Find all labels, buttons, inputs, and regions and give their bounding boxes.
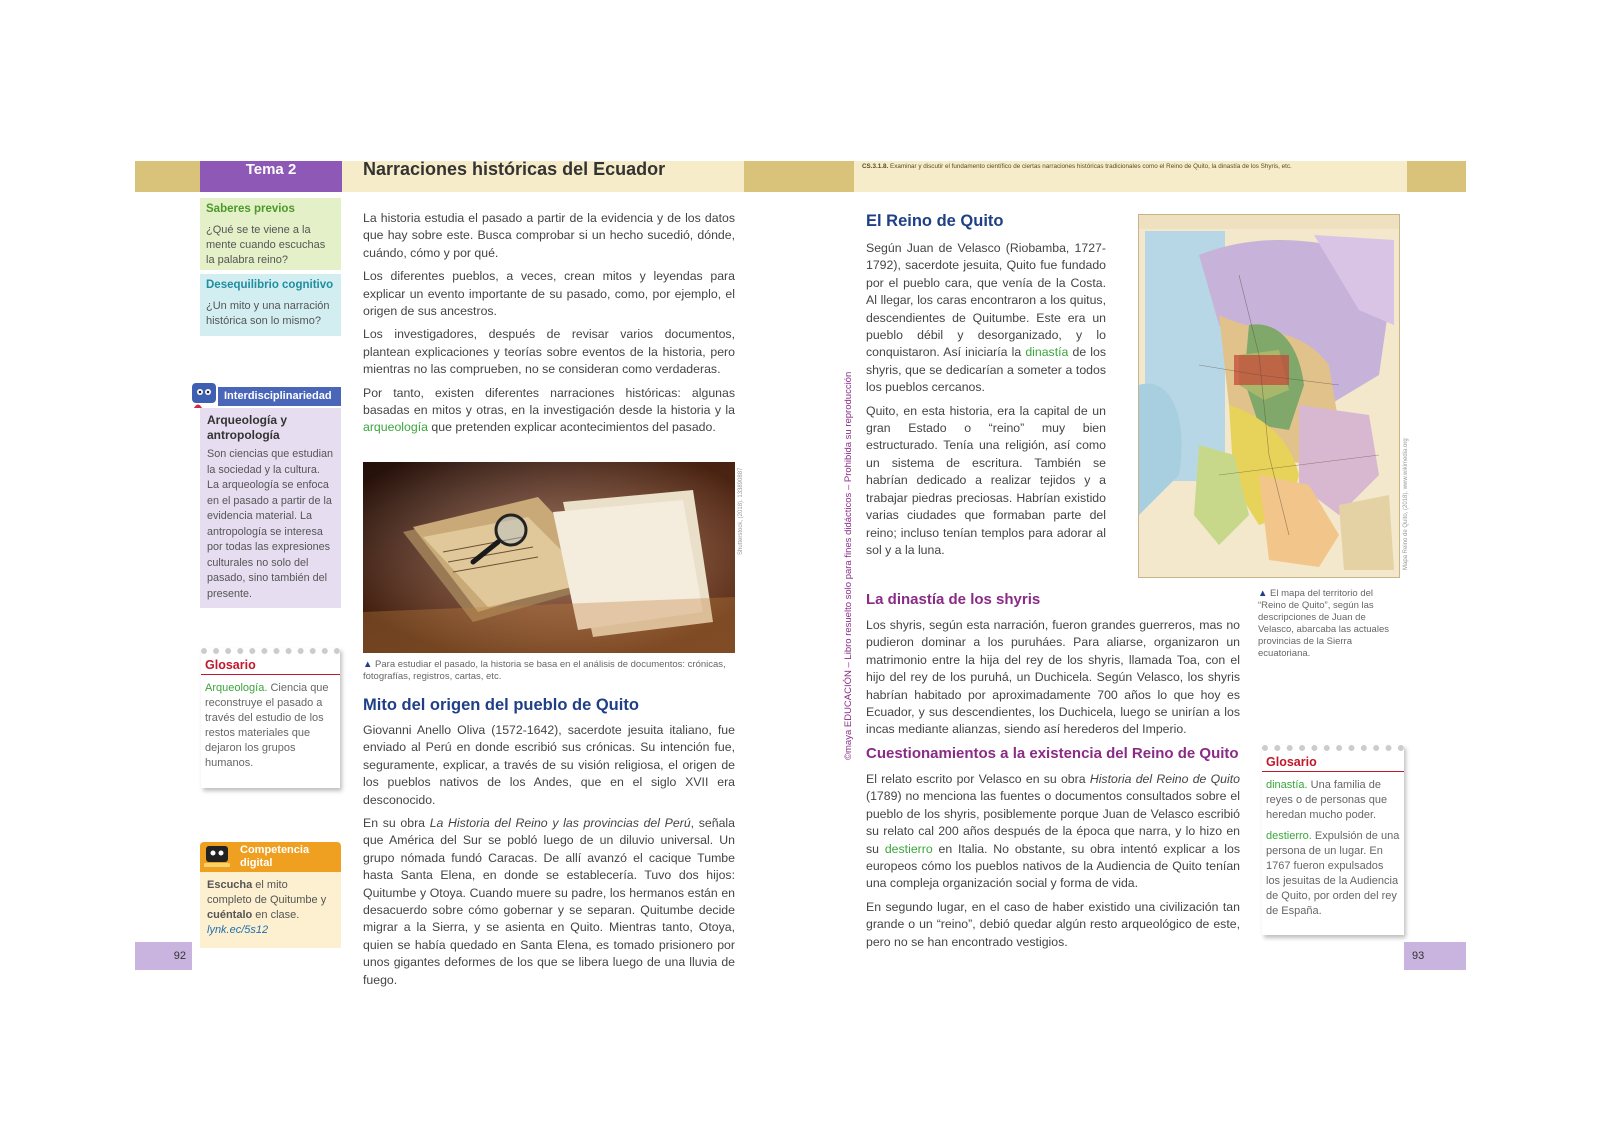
mito-paragraph-1: Giovanni Anello Oliva (1572-1642), sacerdote jesuita italiano, fue enviado al Perú en donde escribió sus crónicas. Su intención fue, seguramente, explicar, a través de su visión religiosa, el origen de los pueblos nativos de los Andes, que en el siglo XVII era desconocido.: [363, 723, 735, 807]
mito-p2-book-title: La Historia del Reino y las provincias del Perú: [429, 816, 691, 831]
intro-paragraph-4: [363, 385, 735, 437]
cuest-p1-start: El relato escrito por Velasco en su obra: [866, 772, 1090, 786]
shyris-text: [866, 617, 1240, 745]
page-number-left: 92: [135, 942, 192, 970]
mascot-laptop-icon: [202, 844, 232, 870]
glosario-left-title: Glosario: [201, 654, 340, 675]
glosario-entry-destierro: [1266, 829, 1400, 919]
glosario-left-body: [201, 675, 340, 777]
reino-quito-map: [1138, 214, 1400, 578]
glosario-def-dinastia: Una familia de reyes o de personas que heredan mucho poder.: [1266, 779, 1388, 821]
reino-text: [866, 240, 1106, 565]
map-credit: Mapa Reino de Quito, (2018). www.wikimedia.org: [1403, 438, 1409, 570]
cuest-paragraph-2: En segundo lugar, en el caso de haber existido una civilización tan grande o un “reino”, debió quedar algún resto arqueológico de este, pero no se han encontrado vestigios.: [866, 899, 1240, 949]
photo-credit: Shutterstock, (2018). 133890887: [738, 467, 744, 555]
desequilibrio-box: [200, 274, 341, 336]
competencia-box: [200, 872, 341, 948]
saberes-title: Saberes previos: [206, 203, 295, 215]
interdisciplinariedad-box: [200, 408, 341, 608]
mito-p2-start: En su obra: [363, 816, 430, 831]
desequilibrio-title: Desequilibrio cognitivo: [206, 279, 334, 291]
cuest-term-destierro: destierro: [884, 841, 933, 856]
objective-code: CS.3.1.8.: [862, 163, 889, 170]
reino-term-dinastia: dinastía: [1025, 345, 1069, 360]
top-band-left-gold: [135, 161, 200, 192]
page-number-right: 93: [1404, 942, 1466, 970]
cuest-p1-mid: (1789) no menciona las fuentes o documentos consultados sobre el pueblo de los shyris, posiblemente porque Juan de Velasco escribió su relato cal 200 años después de la época que narra, y lo hizo en su: [866, 789, 1240, 856]
mito-paragraph-2: [363, 815, 735, 989]
competencia-bold-cuentalo: cuéntalo: [207, 909, 253, 921]
reino-title: El Reino de Quito: [866, 212, 1004, 230]
competencia-label: Competencia digital: [240, 844, 310, 869]
map-caption: [1258, 588, 1400, 660]
mito-title: Mito del origen del pueblo de Quito: [363, 696, 639, 714]
desequilibrio-text: ¿Un mito y una narración histórica son lo mismo?: [206, 300, 330, 327]
map-caption-triangle-icon: ▲: [1258, 588, 1268, 599]
glosario-def-destierro: Expulsión de una persona de un lugar. En 1767 fueron expulsados los jesuitas de la Audiencia de Quito, por orden del rey de España.: [1266, 830, 1400, 917]
inter-title: Arqueología y antropología: [207, 413, 288, 442]
p4-term-arqueologia: arqueología: [363, 420, 428, 435]
cuestionamientos-title: Cuestionamientos a la existencia del Reino de Quito: [866, 745, 1239, 762]
competencia-header: [200, 842, 341, 872]
reino-p1-start: Según Juan de Velasco (Riobamba, 1727-1792), sacerdote jesuita, Quito fue fundado por el pueblo cara, que venía de la Costa. Al llegar, los caras encontraron a los quitus, descendientes de Quitumbe. Este era un pueblo débil y desorganizado, y lo conquistaron. Así iniciaría la: [866, 241, 1106, 360]
glosario-left: [201, 648, 340, 788]
cuest-paragraph-1: [866, 771, 1240, 893]
left-intro-text: [363, 210, 735, 443]
competencia-bold-escucha: Escucha: [207, 879, 253, 891]
glosario-def-arqueologia: Ciencia que reconstruye el pasado a través del estudio de los restos materiales que dejaron los grupos humanos.: [205, 682, 329, 769]
caption-triangle-icon: ▲: [363, 659, 373, 670]
shyris-paragraph: Los shyris, según esta narración, fueron grandes guerreros, mas no pudieron dominar a los puruháes. Para aliarse, organizaron un matrimonio entre la hija del rey de los shyris, llamada Toa, con el hijo del rey de los puruhá, un Duchicela. Según Velasco, los shyris habrían habitado por aproximadamente 700 años lo que hoy es Ecuador, y sus descendientes, los Duchicela, luego se unirían a los incas mediante alianzas, siendo así herederos del Imperio.: [866, 618, 1240, 737]
top-band-right-gold: [1407, 161, 1466, 192]
interdisciplinariedad-label: Interdisciplinariedad: [218, 387, 341, 406]
mito-p2-end: , señala que América del Sur se pobló luego de un diluvio universal. Un grupo nómada fundó Caracas. De allí avanzó el cacique Tumbe hasta Santa Elena, en donde se establecería. Tuvo dos hijos: Quitumbe y Otoya. Cuando muere su padre, los hermanos están en desacuerdo sobre cómo gobernar y se separan. Quitumbe decide migrar a la Sierra, y se asienta en Quito. Mientras tanto, Otoya, quien se había quedado en Santa Elena, es tomado prisionero por unos gigantes deformes de los que se libera luego de una lluvia de fuego.: [363, 816, 735, 987]
top-band-center-gold: [744, 161, 854, 192]
glosario-term-arqueologia: Arqueología.: [205, 682, 268, 694]
reino-paragraph-1: [866, 240, 1106, 397]
mito-text: [363, 722, 735, 995]
page-title: Narraciones históricas del Ecuador: [363, 159, 666, 179]
tema-tab: [200, 161, 342, 192]
competencia-mid: el mito completo de Quitumbe y: [207, 879, 327, 906]
competencia-text: [207, 878, 334, 923]
glosario-right: [1262, 745, 1404, 935]
tema-label: Tema 2: [245, 161, 297, 178]
cuest-p1-book-title: Historia del Reino de Quito: [1089, 772, 1240, 786]
photo-caption-text: Para estudiar el pasado, la historia se basa en el análisis de documentos: crónicas, fotografías, registros, cartas, etc.: [363, 659, 726, 682]
reino-paragraph-2: Quito, en esta historia, era la capital de un gran Estado o “reino” muy bien estructurado. Tenía una religión, así como un sistema de escritura. También se habrían dedicado a realizar tejidos y a trabajar piedras preciosas. Habrían existido varias ciudades que formaban parte del reino; incluso tenían templos para adorar al sol y a la luna.: [866, 403, 1106, 557]
documents-photo: [363, 462, 735, 653]
competencia-end: en clase.: [252, 909, 300, 921]
competencia-link[interactable]: lynk.ec/5s12: [207, 924, 269, 936]
glosario-term-destierro: destierro.: [1266, 830, 1312, 842]
intro-paragraph-1: La historia estudia el pasado a partir de la evidencia y de los datos que hay sobre este. Busca comprobar si un hecho sucedió, dónde, cuándo, cómo y por qué.: [363, 211, 735, 260]
saberes-previos-box: [200, 198, 341, 270]
p4-start: Por tanto, existen diferentes narraciones históricas: algunas basadas en mitos y otras, en la investigación desde la historia y la: [363, 385, 735, 418]
reino-p1-end: de los shyris, que se dedicarían a someter a todos los pueblos cercanos.: [866, 345, 1107, 395]
photo-caption: [363, 659, 735, 683]
spine-copyright: ©maya EDUCACIÓN – Libro resuelto solo para fines didácticos – Prohibida su reproducción: [843, 371, 854, 760]
glosario-right-body: [1262, 772, 1404, 925]
cuestionamientos-text: [866, 771, 1240, 957]
curriculum-objective: [862, 163, 1402, 170]
intro-paragraph-3: Los investigadores, después de revisar varios documentos, plantean explicaciones y teorías sobre eventos de la historia, pero mientras no las comprueben, no se consideran como verdaderas.: [363, 327, 735, 377]
p4-end: que pretenden explicar acontecimientos del pasado.: [427, 420, 716, 435]
map-caption-text: El mapa del territorio del “Reino de Quito”, según las descripciones de Juan de Velasco, abarcaba las actuales provincias de la Sierra ecuatoriana.: [1258, 588, 1389, 659]
saberes-text: ¿Qué se te viene a la mente cuando escuchas la palabra reino?: [206, 224, 326, 266]
glosario-entry-dinastia: [1266, 778, 1400, 823]
glosario-right-title: Glosario: [1262, 751, 1404, 772]
inter-text: Son ciencias que estudian la sociedad y la cultura. La arqueología se enfoca en el pasado a partir de la evidencia material. La antropología se interesa por todas las expresiones culturales no solo del pasado, sino también del presente.: [207, 448, 334, 600]
objective-text: Examinar y discutir el fundamento científico de ciertas narraciones históricas tradicionales como el Reino de Quito, la dinastía de los Shyris, etc.: [890, 163, 1292, 170]
shyris-title: La dinastía de los shyris: [866, 591, 1041, 608]
intro-paragraph-2: Los diferentes pueblos, a veces, crean mitos y leyendas para explicar un evento importante de su pasado, como, por ejemplo, el origen de sus ancestros.: [363, 269, 735, 319]
cuest-p1-end: en Italia. No obstante, su obra intentó explicar a los europeos cómo los pueblos nativos de la Audiencia de Quito tenían una compleja organización social y forma de vida.: [866, 841, 1241, 891]
glosario-term-dinastia: dinastía.: [1266, 779, 1308, 791]
